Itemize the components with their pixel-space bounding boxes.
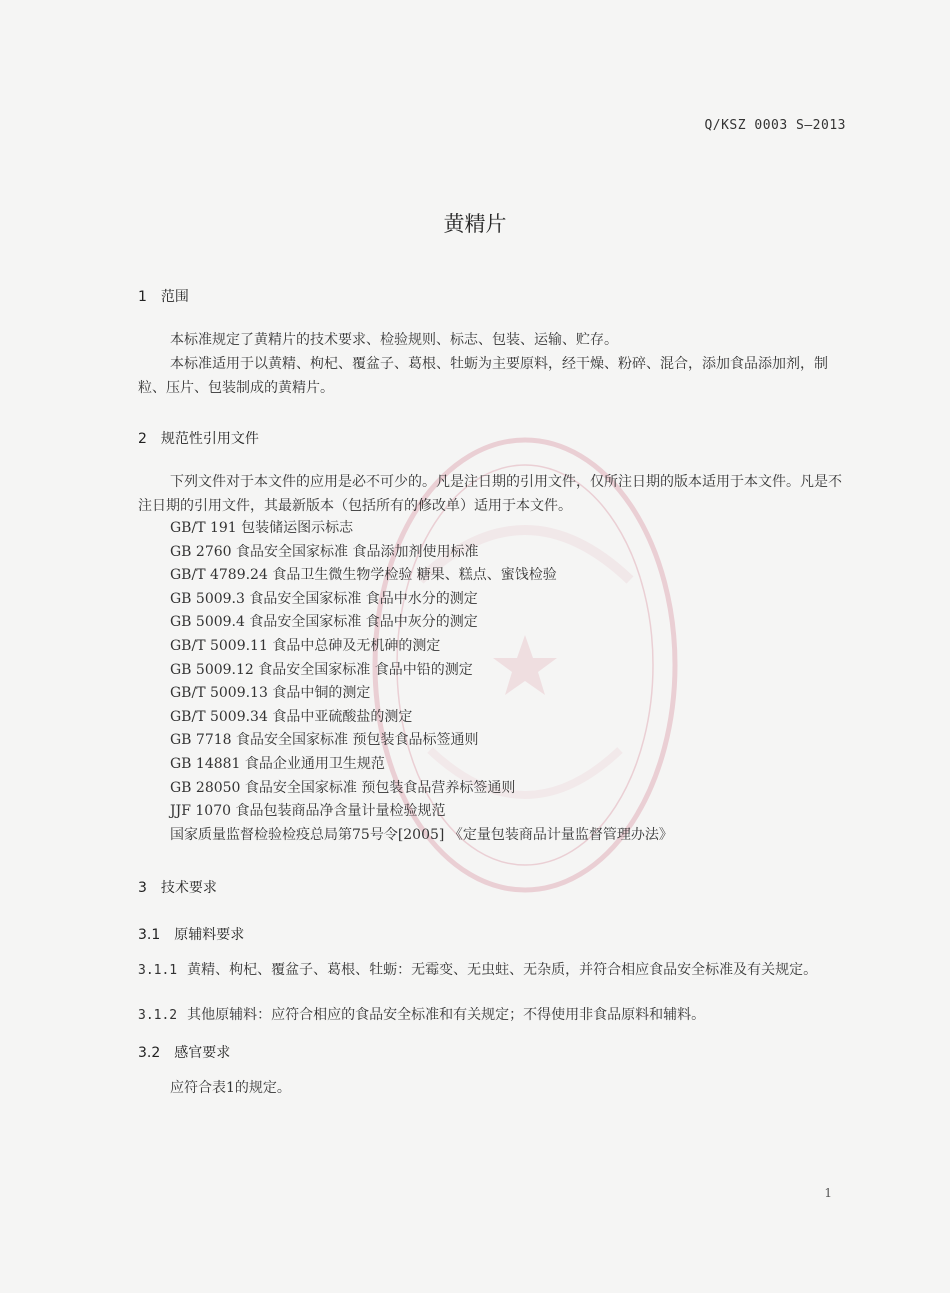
subsection-number: 3.2 [138, 1045, 161, 1061]
reference-item: 国家质量监督检验检疫总局第75号令[2005] 《定量包装商品计量监督管理办法》 [170, 826, 673, 843]
subsection-title: 原辅料要求 [174, 927, 245, 943]
reference-list [170, 517, 673, 847]
scope-paragraph-1: 本标准规定了黄精片的技术要求、检验规则、标志、包装、运输、贮存。 [170, 332, 618, 348]
reference-item: GB/T 5009.11 食品中总砷及无机砷的测定 [170, 637, 441, 654]
subsection-number: 3.1 [138, 927, 161, 943]
subsection-3-2-heading [138, 1042, 230, 1062]
reference-item: GB 5009.4 食品安全国家标准 食品中灰分的测定 [170, 614, 478, 631]
section-3-heading [138, 877, 217, 897]
reference-item: GB 5009.3 食品安全国家标准 食品中水分的测定 [170, 590, 478, 607]
clause-3-1-1 [138, 958, 850, 983]
document-title: 黄精片 [443, 212, 507, 236]
standard-code: Q/KSZ 0003 S—2013 [704, 118, 846, 133]
subsection-title: 感官要求 [174, 1045, 231, 1061]
clause-text: 其他原辅料：应符合相应的食品安全标准和有关规定；不得使用非食品原料和辅料。 [187, 1007, 706, 1023]
reference-item: GB 28050 食品安全国家标准 预包装食品营养标签通则 [170, 779, 516, 796]
reference-item: GB 5009.12 食品安全国家标准 食品中铅的测定 [170, 661, 473, 678]
section-number: 2 [138, 431, 147, 447]
section-2-heading [138, 428, 259, 448]
subsection-3-1-heading [138, 924, 244, 944]
reference-item: GB/T 5009.13 食品中铜的测定 [170, 685, 371, 702]
reference-item: GB 2760 食品安全国家标准 食品添加剂使用标准 [170, 543, 479, 560]
section-title: 范围 [160, 289, 189, 305]
reference-item: GB 7718 食品安全国家标准 预包装食品标签通则 [170, 732, 479, 749]
clause-number: 3.1.2 [138, 1008, 178, 1023]
section-1-heading [138, 286, 189, 306]
references-intro: 下列文件对于本文件的应用是必不可少的。凡是注日期的引用文件，仅所注日期的版本适用于本文件。凡是不注日期的引用文件，其最新版本（包括所有的修改单）适用于本文件。 [138, 474, 842, 514]
section-number: 1 [138, 289, 147, 305]
reference-item: GB/T 5009.34 食品中亚硫酸盐的测定 [170, 708, 413, 725]
reference-item: GB 14881 食品企业通用卫生规范 [170, 755, 385, 772]
section-title: 技术要求 [160, 880, 217, 896]
scope-paragraph-2: 本标准适用于以黄精、枸杞、覆盆子、葛根、牡蛎为主要原料，经干燥、粉碎、混合，添加食品添加剂，制粒、压片、包装制成的黄精片。 [138, 356, 828, 396]
clause-number: 3.1.1 [138, 963, 178, 978]
reference-item: GB/T 4789.24 食品卫生微生物学检验 糖果、糕点、蜜饯检验 [170, 567, 557, 584]
section-title: 规范性引用文件 [160, 431, 259, 447]
page-number: 1 [824, 1186, 832, 1200]
sensory-requirement-text: 应符合表1的规定。 [170, 1080, 291, 1096]
reference-item: GB/T 191 包装储运图示标志 [170, 520, 354, 536]
clause-text: 黄精、枸杞、覆盆子、葛根、牡蛎：无霉变、无虫蛀、无杂质，并符合相应食品安全标准及有关规定。 [187, 962, 818, 978]
reference-item: JJF 1070 食品包装商品净含量计量检验规范 [170, 803, 446, 820]
clause-3-1-2 [138, 1003, 850, 1028]
section-number: 3 [138, 880, 147, 896]
